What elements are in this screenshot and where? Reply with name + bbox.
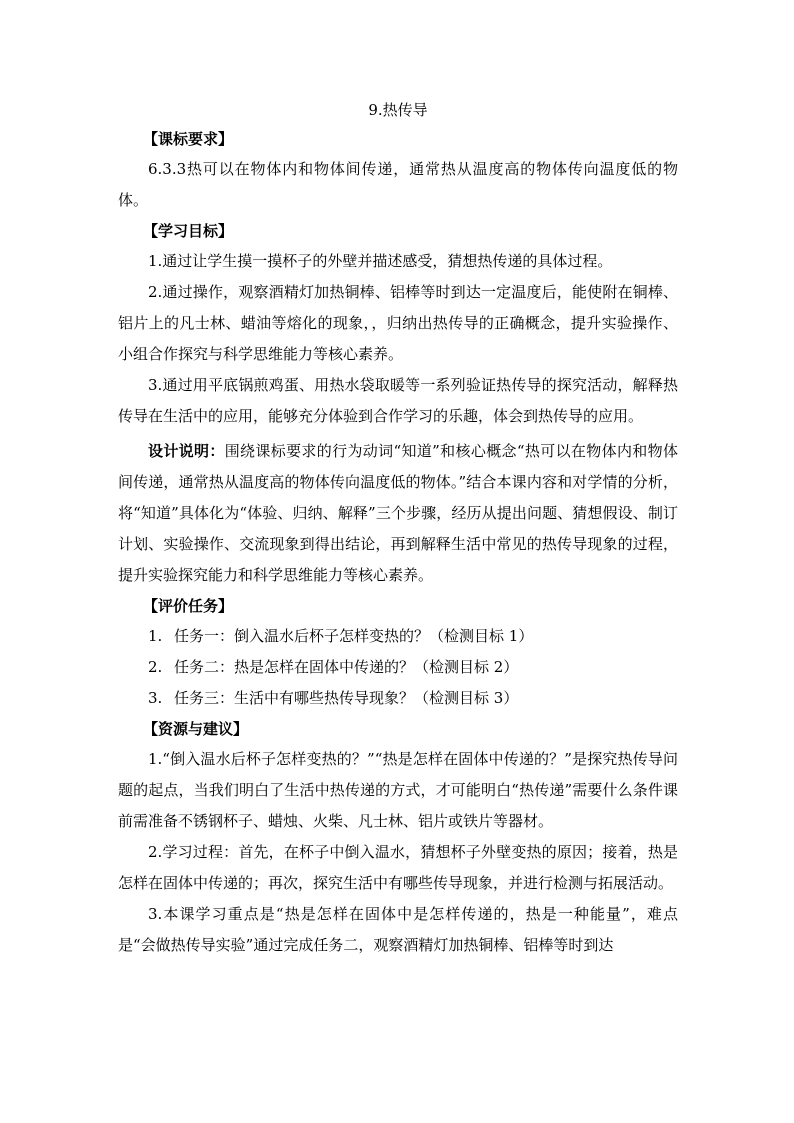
resource-item: 1.“倒入温水后杯子怎样变热的？”“热是怎样在固体中传递的？”是探究热传导问题的起点，当我们明白了生活中热传递的方式，才可能明白“热传递”需要什么条件课前需准备不锈钢杯子、蜡烛、火柴、凡士林、铝片或铁片等器材。 — [118, 750, 678, 830]
task-text: 任务一：倒入温水后杯子怎样变热的？（检测目标 1） — [174, 627, 534, 645]
task-number: 1. — [148, 627, 163, 645]
goal-item: 2.通过操作，观察酒精灯加热铜棒、铝棒等时到达一定温度后，能使附在铜棒、铝片上的凡士林、蜡油等熔化的现象，，归纳出热传导的正确概念，提升实验操作、小组合作探究与科学思维能力等核心素养。 — [118, 283, 678, 363]
document-content — [118, 96, 678, 961]
section-heading-tasks: 【评价任务】 — [143, 597, 234, 615]
standard-paragraph: 6.3.3热可以在物体内和物体间传递，通常热从温度高的物体传向温度低的物体。 — [118, 160, 678, 209]
section-heading-goals: 【学习目标】 — [143, 222, 234, 240]
document-title: 9.热传导 — [368, 101, 428, 119]
design-note-paragraph — [118, 436, 678, 591]
design-note-text: 围绕课标要求的行为动词“知道”和核心概念“热可以在物体内和物体间传递，通常热从温度高的物体传向温度低的物体。”结合本课内容和对学情的分析，将“知道”具体化为“体验、归纳、解释”三个步骤，经历从提出问题、猜想假设、制订计划、实验操作、交流现象到得出结论，再到解释生活中常见的热传导现象的过程，提升实验探究能力和科学思维能力等核心素养。 — [118, 442, 678, 584]
task-number: 2. — [148, 658, 163, 676]
section-heading-standard: 【课标要求】 — [143, 130, 234, 148]
resource-item: 3.本课学习重点是“热是怎样在固体中是怎样传递的，热是一种能量”，难点是“会做热传导实验”通过完成任务二，观察酒精灯加热铜棒、铝棒等时到达 — [118, 905, 678, 954]
task-text: 任务二：热是怎样在固体中传递的？（检测目标 2） — [174, 658, 519, 676]
task-text: 任务三：生活中有哪些热传导现象？（检测目标 3） — [174, 689, 519, 707]
resource-item: 2.学习过程：首先，在杯子中倒入温水，猜想杯子外壁变热的原因；接着，热是怎样在固体中传递的；再次，探究生活中有哪些传导现象，并进行检测与拓展活动。 — [118, 843, 678, 892]
task-item — [118, 621, 678, 652]
task-item — [118, 683, 678, 714]
task-item — [118, 652, 678, 683]
design-note-label: 设计说明： — [148, 442, 225, 460]
section-heading-resources: 【资源与建议】 — [143, 720, 249, 738]
goal-item: 1.通过让学生摸一摸杯子的外壁并描述感受，猜想热传递的具体过程。 — [148, 252, 613, 270]
goal-item: 3.通过用平底锅煎鸡蛋、用热水袋取暖等一系列验证热传导的探究活动，解释热传导在生活中的应用，能够充分体验到合作学习的乐趣，体会到热传导的应用。 — [118, 376, 678, 425]
task-number: 3. — [148, 689, 163, 707]
